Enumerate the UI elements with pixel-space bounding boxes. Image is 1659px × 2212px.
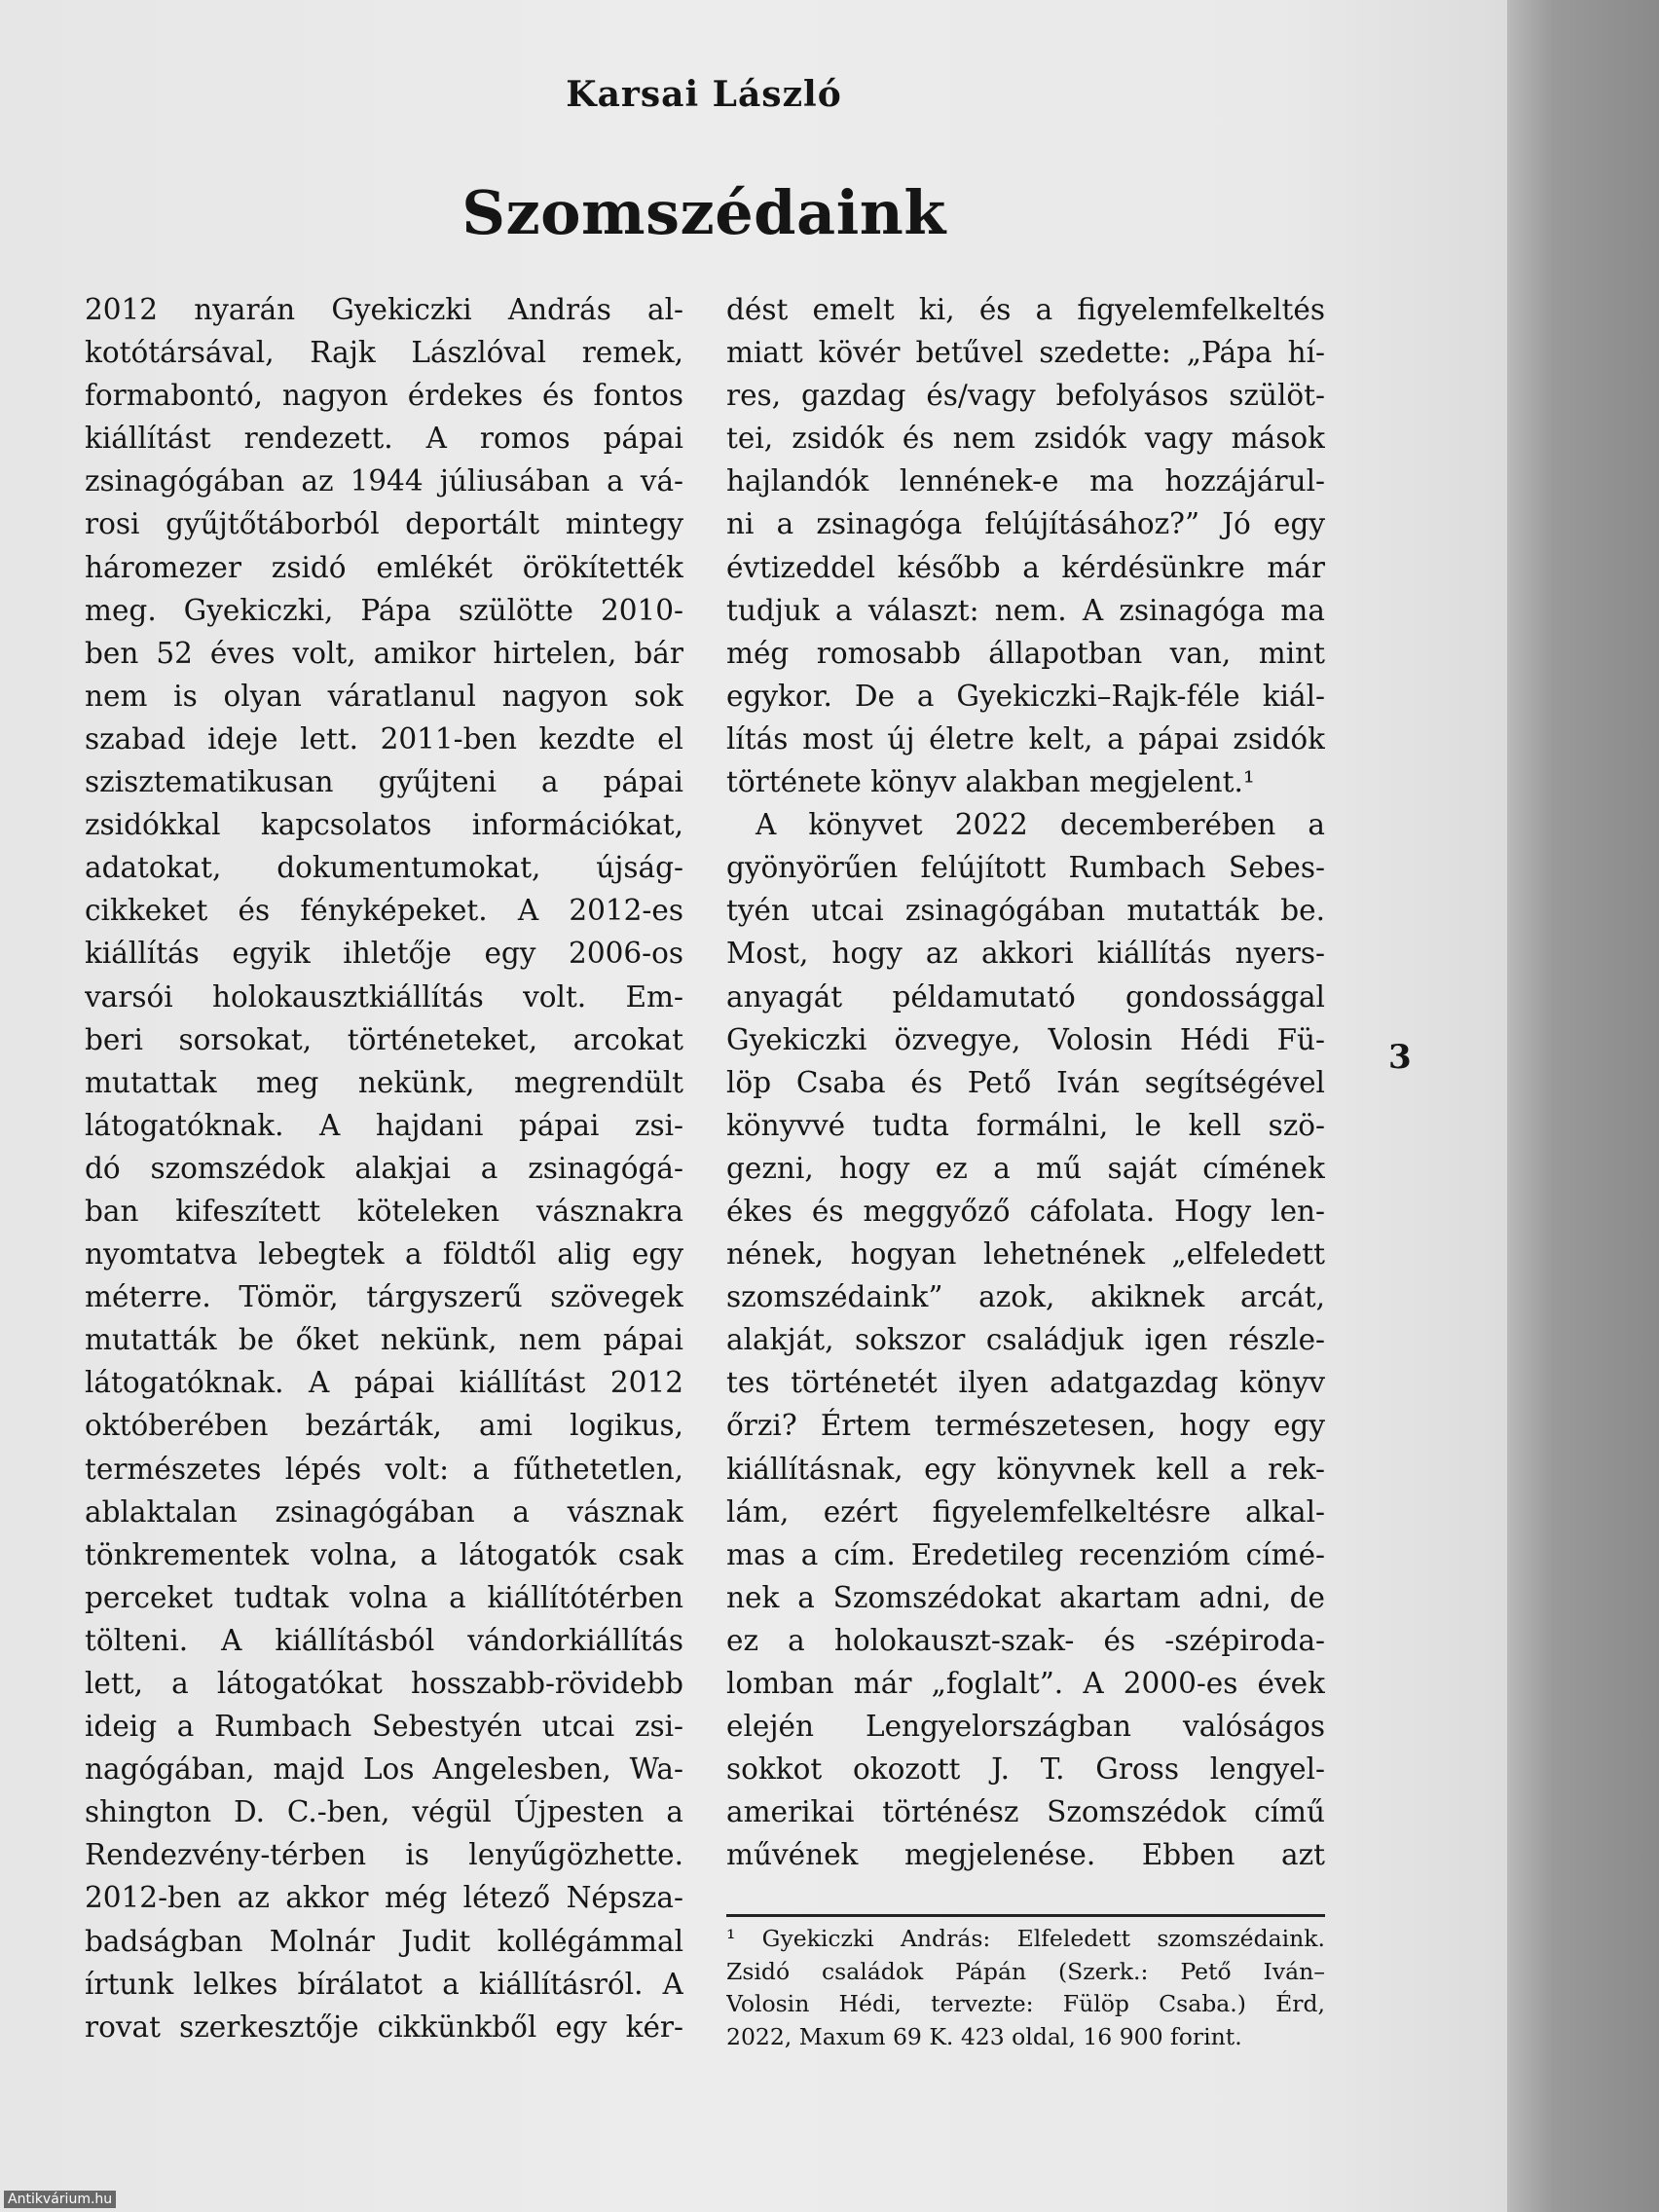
left-column-line: badságban Molnár Judit kollégámmal — [85, 1924, 683, 1958]
right-column-line: hajlandók lennének-e ma hozzájárul- — [726, 464, 1325, 498]
right-column-line: gyönyörűen felújított Rumbach Sebes- — [726, 851, 1325, 885]
right-column-line: alakját, sokszor családjuk igen részle- — [726, 1323, 1325, 1357]
article-author: Karsai László — [566, 74, 842, 115]
right-column-line: tyén utcai zsinagógában mutatták be. — [726, 894, 1325, 928]
right-column-line: res, gazdag és/vagy befolyásos szülöt- — [726, 379, 1325, 413]
left-column-line: kotótársával, Rajk Lászlóval remek, — [85, 336, 683, 370]
left-column-line: perceket tudtak volna a kiállítótérben — [85, 1580, 683, 1614]
right-column-line: őrzi? Értem természetesen, hogy egy — [726, 1409, 1325, 1443]
right-column-line: A könyvet 2022 decemberében a — [756, 808, 1325, 842]
right-column-line: tudjuk a választ: nem. A zsinagóga ma — [726, 593, 1325, 627]
left-column-line: adatokat, dokumentumokat, újság- — [85, 851, 683, 885]
right-column-line: ni a zsinagóga felújításához?” Jó egy — [726, 507, 1325, 541]
right-column-line: elején Lengyelországban valóságos — [726, 1710, 1325, 1744]
left-column-line: kiállítást rendezett. A romos pápai — [85, 422, 683, 456]
left-column-line: nem is olyan váratlanul nagyon sok — [85, 679, 683, 713]
right-column-line: mas a cím. Eredetileg recenzióm címé- — [726, 1537, 1325, 1571]
left-column-line: ablaktalan zsinagógában a vásznak — [85, 1494, 683, 1529]
left-column-line: Rendezvény-térben is lenyűgözhette. — [85, 1838, 683, 1872]
right-column-line: lomban már „foglalt”. A 2000-es évek — [726, 1667, 1325, 1700]
left-column-line: kiállítás egyik ihletője egy 2006-os — [85, 937, 683, 971]
left-column-line: háromezer zsidó emlékét örökítették — [85, 550, 683, 584]
left-column-line: zsinagógában az 1944 júliusában a vá- — [85, 464, 683, 498]
left-text-column — [85, 288, 683, 2048]
right-column-line: nek a Szomszédokat akartam adni, de — [726, 1580, 1325, 1614]
left-column-line: 2012-ben az akkor még létező Népsza- — [85, 1881, 683, 1915]
article-title: Szomszédaink — [461, 177, 946, 248]
left-column-line: lett, a látogatókat hosszabb-rövidebb — [85, 1667, 683, 1700]
right-column-line: szomszédaink” azok, akiknek arcát, — [726, 1280, 1325, 1314]
left-column-line: ideig a Rumbach Sebestyén utcai zsi- — [85, 1710, 683, 1744]
right-column-line: löp Csaba és Pető Iván segítségével — [726, 1065, 1325, 1099]
right-column-line: Most, hogy az akkori kiállítás nyers- — [726, 937, 1325, 971]
right-text-column — [726, 288, 1325, 1876]
left-column-line: tönkrementek volna, a látogatók csak — [85, 1537, 683, 1571]
left-column-line: formabontó, nagyon érdekes és fontos — [85, 379, 683, 413]
page-edge-shadow — [1507, 0, 1659, 2212]
right-column-line: ékes és meggyőző cáfolata. Hogy len- — [726, 1194, 1325, 1228]
right-column-line: egykor. De a Gyekiczki–Rajk-féle kiál- — [726, 679, 1325, 713]
right-column-line: művének megjelenése. Ebben azt — [726, 1838, 1325, 1872]
footnote-line: Volosin Hédi, tervezte: Fülöp Csaba.) Érd, — [726, 1990, 1325, 2017]
right-column-line: tei, zsidók és nem zsidók vagy mások — [726, 422, 1325, 456]
left-column-line: nyomtatva lebegtek a földtől alig egy — [85, 1237, 683, 1272]
left-column-line: rovat szerkesztője cikkünkből egy kér- — [85, 2009, 683, 2044]
footnote — [726, 1914, 1325, 2053]
left-column-line: látogatóknak. A hajdani pápai zsi- — [85, 1108, 683, 1142]
right-column-line: kiállításnak, egy könyvnek kell a rek- — [726, 1452, 1325, 1486]
left-column-line: tölteni. A kiállításból vándorkiállítás — [85, 1623, 683, 1657]
right-column-line: még romosabb állapotban van, mint — [726, 636, 1325, 670]
right-column-line: könyvvé tudta formálni, le kell szö- — [726, 1108, 1325, 1142]
left-column-line: ban kifeszített köteleken vásznakra — [85, 1194, 683, 1228]
left-column-line: nagógában, majd Los Angelesben, Wa- — [85, 1752, 683, 1787]
left-column-line: cikkeket és fényképeket. A 2012-es — [85, 894, 683, 928]
right-column-line: évtizeddel később a kérdésünkre már — [726, 550, 1325, 584]
left-column-line: zsidókkal kapcsolatos információkat, — [85, 808, 683, 842]
left-column-line: rosi gyűjtőtáborból deportált mintegy — [85, 507, 683, 541]
left-column-line: méterre. Tömör, tárgyszerű szövegek — [85, 1280, 683, 1314]
left-column-line: szabad ideje lett. 2011-ben kezdte el — [85, 721, 683, 756]
right-column-line: gezni, hogy ez a mű saját címének — [726, 1151, 1325, 1185]
left-column-line: dó szomszédok alakjai a zsinagógá- — [85, 1151, 683, 1185]
left-column-line: mutattak meg nekünk, megrendült — [85, 1065, 683, 1099]
left-column-line: meg. Gyekiczki, Pápa szülötte 2010- — [85, 593, 683, 627]
right-column-line: Gyekiczki özvegye, Volosin Hédi Fü- — [726, 1022, 1325, 1056]
right-column-line: nének, hogyan lehetnének „elfeledett — [726, 1237, 1325, 1272]
left-column-line: mutatták be őket nekünk, nem pápai — [85, 1323, 683, 1357]
watermark-label: Antikvárium.hu — [4, 2191, 116, 2208]
left-column-line: 2012 nyarán Gyekiczki András al- — [85, 293, 683, 326]
left-column-line: októberében bezárták, ami logikus, — [85, 1409, 683, 1443]
right-column-line: története könyv alakban megjelent.¹ — [726, 765, 1255, 799]
right-column-line: tes történetét ilyen adatgazdag könyv — [726, 1366, 1325, 1400]
footnote-line: 2022, Maxum 69 K. 423 oldal, 16 900 forint. — [726, 2022, 1242, 2050]
right-column-line: lám, ezért figyelemfelkeltésre alkal- — [726, 1494, 1325, 1529]
right-column-line: miatt kövér betűvel szedette: „Pápa hí- — [726, 336, 1325, 370]
footnote-line: ¹ Gyekiczki András: Elfeledett szomszédaink. — [726, 1925, 1325, 1952]
right-column-line: lítás most új életre kelt, a pápai zsidók — [726, 721, 1325, 756]
left-column-line: ben 52 éves volt, amikor hirtelen, bár — [85, 636, 683, 670]
left-column-line: beri sorsokat, történeteket, arcokat — [85, 1022, 683, 1056]
left-column-line: shington D. C.-ben, végül Újpesten a — [85, 1795, 683, 1829]
left-column-line: látogatóknak. A pápai kiállítást 2012 — [85, 1366, 683, 1400]
left-column-line: szisztematikusan gyűjteni a pápai — [85, 765, 683, 799]
page-number: 3 — [1388, 1038, 1412, 1077]
right-column-line: anyagát példamutató gondossággal — [726, 979, 1325, 1014]
right-column-line: sokkot okozott J. T. Gross lengyel- — [726, 1752, 1325, 1787]
footnote-line: Zsidó családok Pápán (Szerk.: Pető Iván– — [726, 1957, 1325, 1985]
right-column-line: dést emelt ki, és a figyelemfelkeltés — [726, 293, 1325, 326]
left-column-line: természetes lépés volt: a fűthetetlen, — [85, 1452, 683, 1486]
right-column-line: ez a holokauszt-szak- és -szépiroda- — [726, 1623, 1325, 1657]
left-column-line: varsói holokausztkiállítás volt. Em- — [85, 979, 683, 1014]
right-column-line: amerikai történész Szomszédok című — [726, 1795, 1325, 1829]
left-column-line: írtunk lelkes bírálatot a kiállításról. A — [85, 1967, 683, 2001]
